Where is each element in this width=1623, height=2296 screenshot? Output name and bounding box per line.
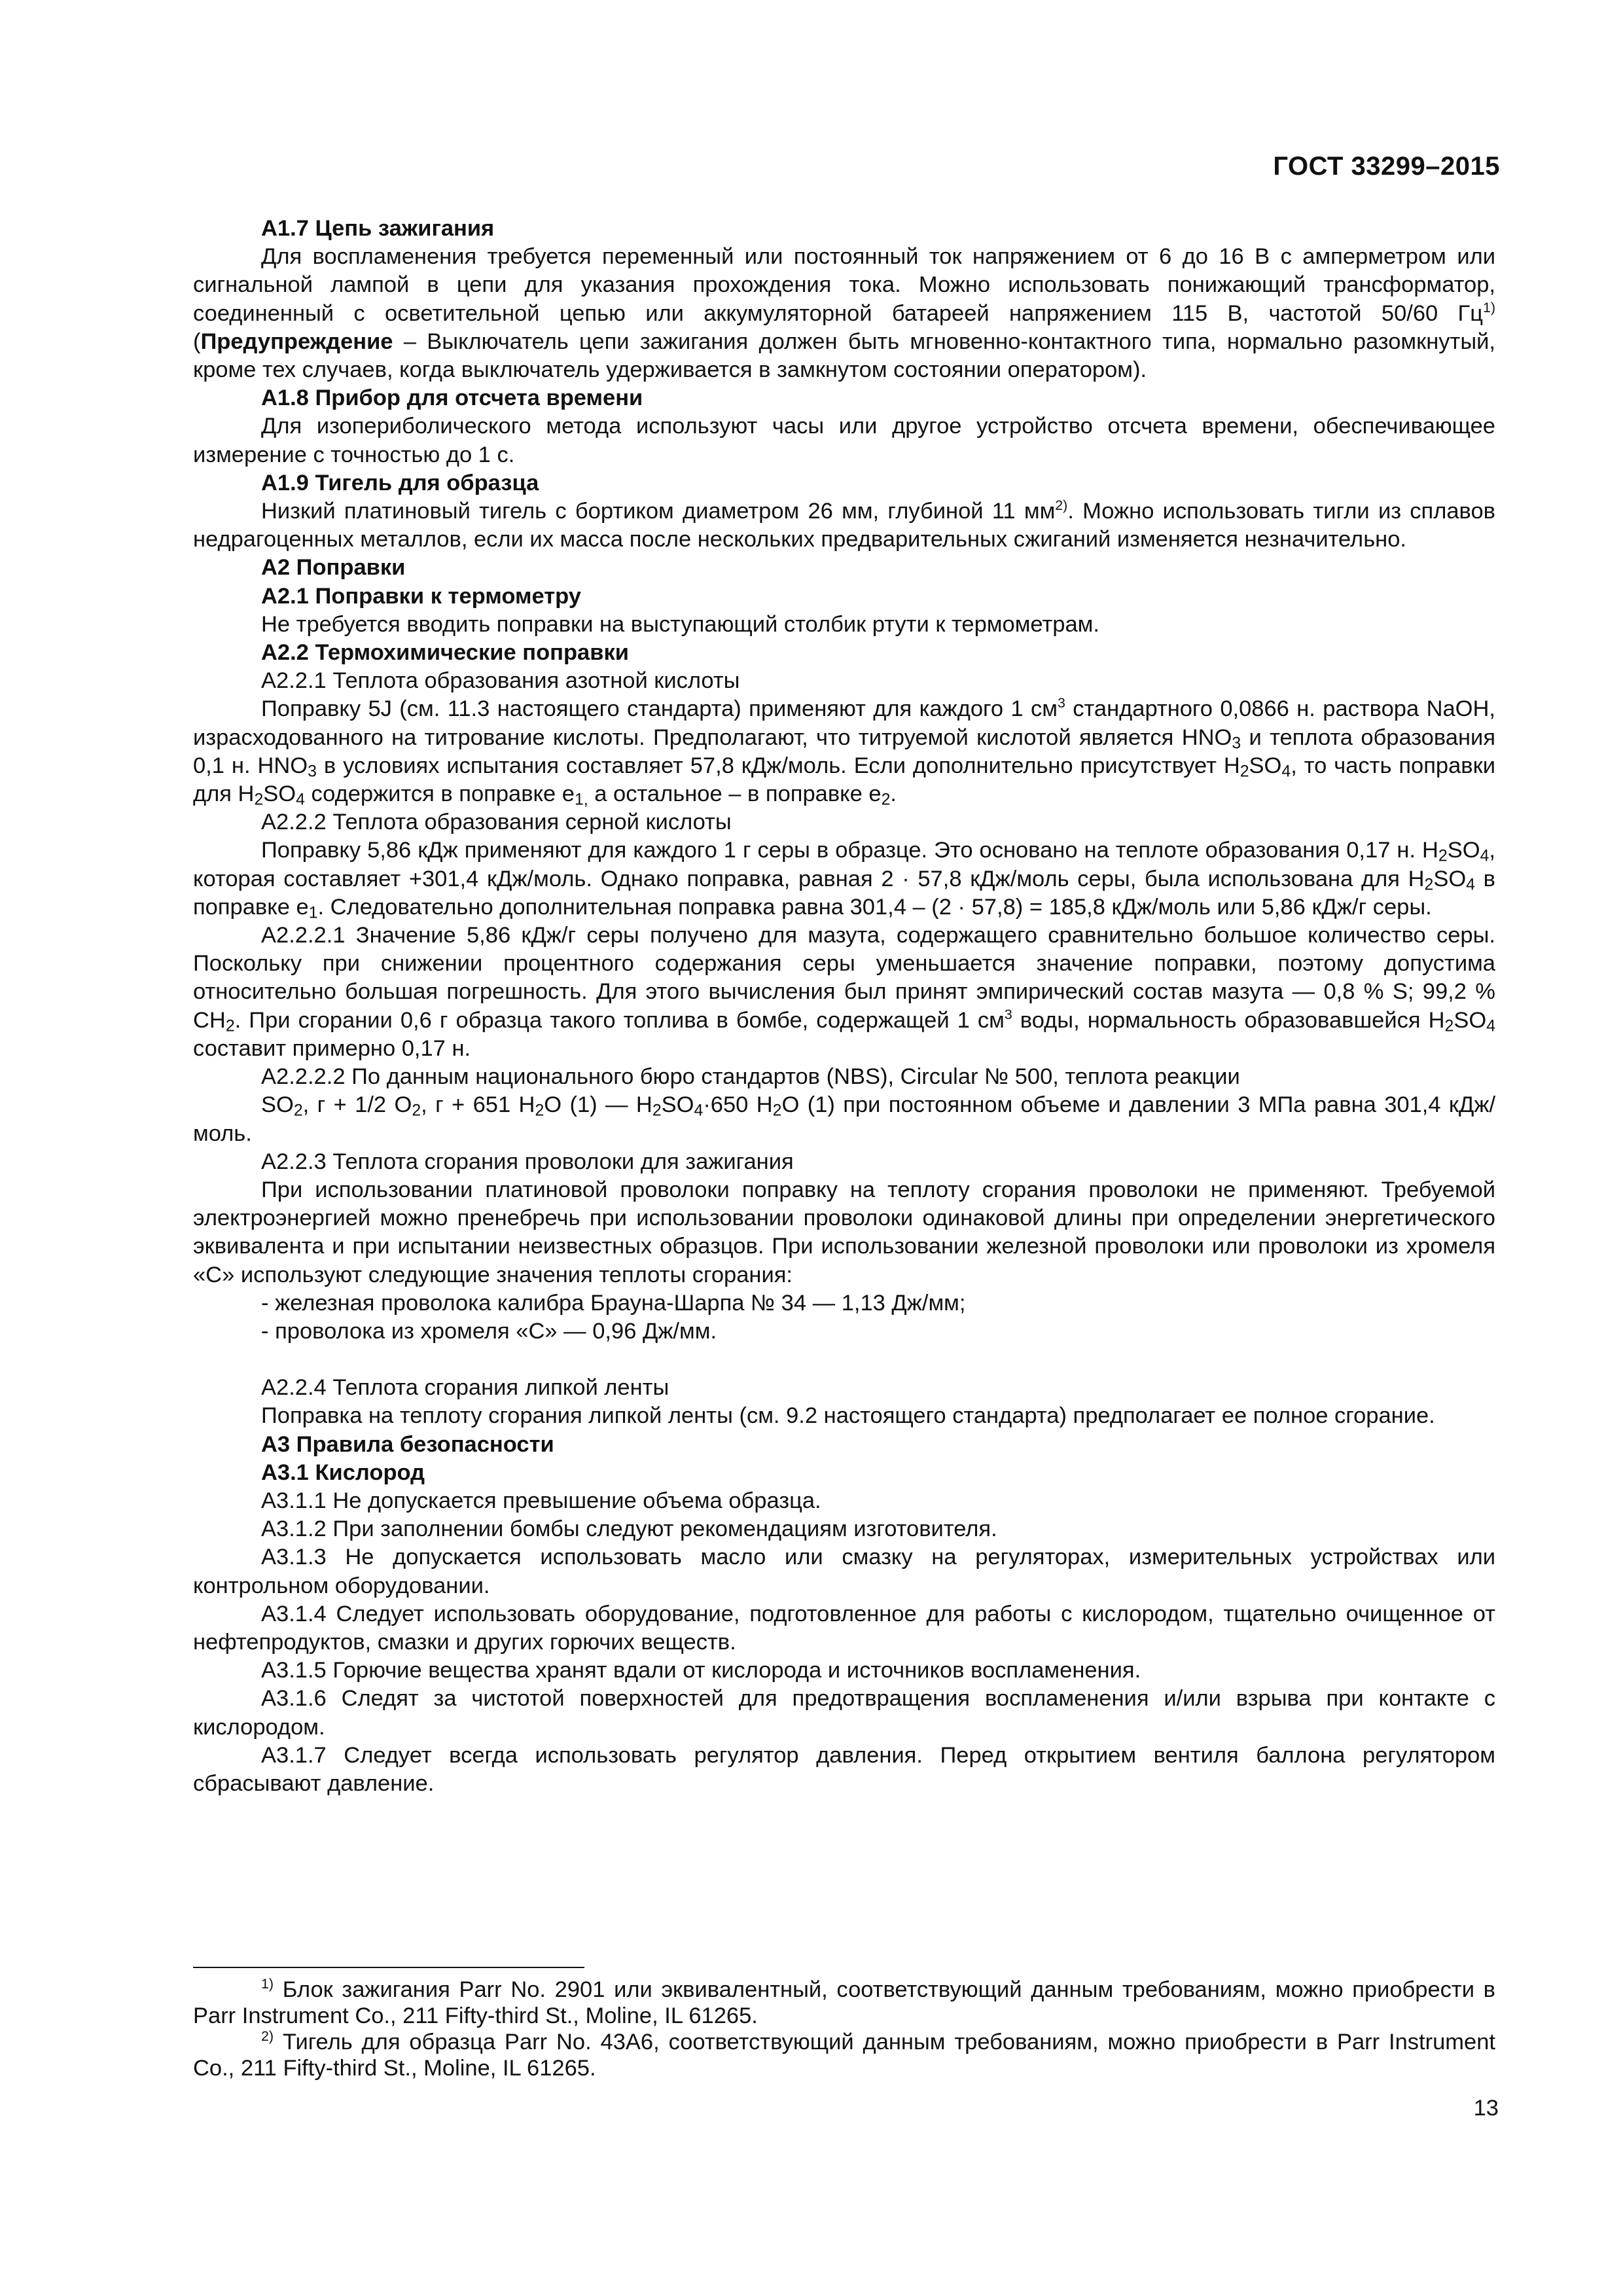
a2221-text: составит примерно 0,17 н. <box>193 1035 471 1061</box>
page-number: 13 <box>1473 2096 1499 2121</box>
a2221-text: воды, нормальность образовавшейся H <box>1012 1007 1445 1033</box>
a221-text: SO <box>1249 753 1282 778</box>
section-a21-heading: А2.1 Поправки к термометру <box>261 583 581 609</box>
section-a18-heading: А1.8 Прибор для отсчета времени <box>261 386 643 411</box>
a222-text: в поправке e <box>193 866 1496 920</box>
section-a19-paragraph <box>193 497 1495 554</box>
a221-text: . <box>890 781 897 807</box>
section-a3-heading: А3 Правила безопасности <box>261 1431 554 1457</box>
section-a222-paragraph <box>193 836 1495 922</box>
a222-text: Поправку 5,86 кДж применяют для каждого 1 г серы в образце. Это основано на теплоте образования 0,17 н. H <box>261 838 1438 863</box>
a222-text: SO <box>1433 866 1467 891</box>
blank-line <box>193 1346 1495 1374</box>
footnote-separator <box>193 1967 584 1968</box>
footnote-mark: 2) <box>261 2028 274 2044</box>
section-a224-heading: А2.2.4 Теплота сгорания липкой ленты <box>261 1375 669 1401</box>
a221-sub: 3 <box>1232 734 1241 753</box>
footnote-text: Блок зажигания Parr No. 2901 или эквивалентный, соответствующий данным требованиям, можно приобрести в Parr Instrument Co., 211 Fifty-third St., Moline, IL 61265. <box>193 1977 1495 2028</box>
section-a19-heading: А1.9 Тигель для образца <box>261 470 539 495</box>
footnotes <box>193 1977 1495 2081</box>
a221-sub: 2 <box>881 791 891 809</box>
list-item: А3.1.6 Следят за чистотой поверхностей для предотвращения воспламенения и/или взрыва при контакте с кислородом. <box>193 1686 1495 1740</box>
section-a17-paragraph <box>193 243 1495 384</box>
a222-sub: 2 <box>1424 876 1434 894</box>
a221-text: стандартного 0,0866 н. раствора NaOH, израсходованного на титрование кислоты. Предполагают, что титруемой кислотой является HNO <box>193 696 1496 750</box>
a221-text: а остальное – в поправке e <box>588 781 882 807</box>
a221-text: содержится в поправке e <box>304 781 575 807</box>
a2221-text: . При сгорании 0,6 г образца такого топлива в бомбе, содержащей 1 см <box>234 1007 1005 1033</box>
reaction-text: , г + 651 H <box>421 1092 535 1118</box>
a221-sup: 3 <box>1057 695 1065 711</box>
a222-sub: 4 <box>1480 847 1489 865</box>
a221-text: , то часть поправки для H <box>193 753 1495 807</box>
a221-text: и теплота образования 0,1 н. HNO <box>193 725 1496 778</box>
footnote-ref-1: 1) <box>1482 299 1495 315</box>
section-a22-heading: А2.2 Термохимические поправки <box>261 640 629 666</box>
a221-sub: 2 <box>1240 762 1249 781</box>
section-a223-heading: А2.2.3 Теплота сгорания проволоки для зажигания <box>261 1149 794 1174</box>
a222-text: , которая составляет +301,4 кДж/моль. Однако поправка, равная 2 · 57,8 кДж/моль серы, была использована для H <box>193 838 1495 891</box>
a222-sub: 2 <box>1438 847 1448 865</box>
section-a2222-reaction <box>193 1091 1495 1147</box>
section-a221-heading: А2.2.1 Теплота образования азотной кислоты <box>261 668 740 694</box>
a222-text: SO <box>1447 838 1480 863</box>
list-item: - железная проволока калибра Брауна-Шарпа № 34 — 1,13 Дж/мм; <box>261 1290 966 1316</box>
reaction-text: O (1) при постоянном объеме и давлении 3 МПа равна 301,4 кДж/моль. <box>193 1092 1496 1146</box>
list-item: А3.1.1 Не допускается превышение объема образца. <box>261 1488 821 1513</box>
a221-sub: 4 <box>1281 762 1291 781</box>
a221-text: в условиях испытания составляет 57,8 кДж/моль. Если дополнительно присутствует H <box>316 753 1240 778</box>
section-a18-paragraph: Для изопериболического метода используют часы или другое устройство отсчета времени, обеспечивающее измерение с точностью до 1 с. <box>193 414 1495 467</box>
section-a221-paragraph <box>193 695 1495 808</box>
a2221-sub: 2 <box>1444 1017 1454 1035</box>
reaction-sub: 2 <box>293 1102 303 1120</box>
a17-text-b: ( <box>193 329 201 354</box>
a221-sub: 1, <box>574 791 588 809</box>
footnote-text: Тигель для образца Parr No. 43A6, соответствующий данным требованиям, можно приобрести в Parr Instrument Co., 211 Fifty-third St., Moline, IL 61265. <box>193 2030 1495 2081</box>
list-item: - проволока из хромеля «С» — 0,96 Дж/мм. <box>261 1318 717 1344</box>
reaction-sub: 2 <box>412 1102 421 1120</box>
list-item: А3.1.3 Не допускается использовать масло или смазку на регуляторах, измерительных устройствах или контрольном оборудовании. <box>193 1545 1495 1598</box>
reaction-sub: 2 <box>652 1102 662 1120</box>
a222-sub: 1 <box>308 904 318 922</box>
a2221-sub: 4 <box>1486 1017 1496 1035</box>
footnote-1 <box>193 1977 1495 2029</box>
a222-text: . Следовательно дополнительная поправка равна 301,4 – (2 · 57,8) = 185,8 кДж/моль или 5,86 кДж/г серы. <box>317 894 1432 920</box>
section-a2222-paragraph: А2.2.2.2 По данным национального бюро стандартов (NBS), Circular № 500, теплота реакции <box>261 1064 1240 1090</box>
reaction-text: , г + 1/2 O <box>302 1092 412 1118</box>
standard-code-header: ГОСТ 33299–2015 <box>1273 152 1500 181</box>
section-a2221-paragraph <box>193 922 1495 1063</box>
reaction-text: O (1) — H <box>544 1092 652 1118</box>
a2221-sub: 2 <box>225 1017 235 1035</box>
a222-sub: 4 <box>1466 876 1475 894</box>
a19-text-a: Низкий платиновый тигель с бортиком диаметром 26 мм, глубиной 11 мм <box>261 499 1056 524</box>
reaction-sub: 2 <box>772 1102 782 1120</box>
a19-text-b: . Можно использовать тигли из сплавов недрагоценных металлов, если их масса после нескольких предварительных сжиганий изменяется незначительно. <box>193 499 1496 552</box>
page-body <box>193 215 1495 1798</box>
a17-text-c: – Выключатель цепи зажигания должен быть мгновенно-контактного типа, нормально разомкнутый, кроме тех случаев, когда выключатель удерживается в замкнутом состоянии оператором). <box>193 329 1495 383</box>
list-item: А3.1.7 Следует всегда использовать регулятор давления. Перед открытием вентиля баллона регулятором сбрасывают давление. <box>193 1742 1495 1796</box>
a221-text: SO <box>263 781 296 807</box>
a221-sub: 3 <box>308 762 317 781</box>
section-a222-heading: А2.2.2 Теплота образования серной кислоты <box>261 810 732 835</box>
list-item: А3.1.5 Горючие вещества хранят вдали от кислорода и источников воспламенения. <box>261 1658 1141 1683</box>
section-a31-heading: А3.1 Кислород <box>261 1460 425 1485</box>
section-a224-paragraph: Поправка на теплоту сгорания липкой ленты (см. 9.2 настоящего стандарта) предполагает ее полное сгорание. <box>261 1403 1435 1429</box>
a221-sub: 2 <box>254 791 264 809</box>
reaction-sub: 2 <box>535 1102 544 1120</box>
reaction-sub: 4 <box>694 1102 704 1120</box>
section-a223-paragraph: При использовании платиновой проволоки поправку на теплоту сгорания проволоки не применяют. Требуемой электроэнергией можно пренебречь при использовании проволоки одинаковой длины при определении энергетического эквивалента и при испытании неизвестных образцов. При использовании железной проволоки или проволоки из хромеля «С» используют следующие значения теплоты сгорания: <box>193 1177 1495 1287</box>
reaction-text: SO <box>661 1092 694 1118</box>
reaction-text: SO <box>261 1092 294 1118</box>
a2221-text: SO <box>1454 1007 1487 1033</box>
list-item: А3.1.2 При заполнении бомбы следуют рекомендациям изготовителя. <box>261 1516 997 1542</box>
list-item: А3.1.4 Следует использовать оборудование, подготовленное для работы с кислородом, тщательно очищенное от нефтепродуктов, смазки и других горючих веществ. <box>193 1601 1495 1655</box>
section-a21-paragraph: Не требуется вводить поправки на выступающий столбик ртути к термометрам. <box>261 611 1099 637</box>
section-a17-heading: А1.7 Цепь зажигания <box>261 216 495 241</box>
reaction-text: ·650 H <box>703 1092 773 1118</box>
a221-text: Поправку 5J (см. 11.3 настоящего стандарта) применяют для каждого 1 см <box>261 696 1058 722</box>
a2221-sup: 3 <box>1004 1006 1012 1022</box>
footnote-mark: 1) <box>261 1975 274 1992</box>
a17-text-a: Для воспламенения требуется переменный или постоянный ток напряжением от 6 до 16 В с амперметром или сигнальной лампой в цепи для указания прохождения тока. Можно использовать понижающий трансформатор, соединенный с осветительной цепью или аккумуляторной батареей напряжением 115 В, частотой 50/60 Гц <box>193 244 1495 326</box>
a221-sub: 4 <box>296 791 305 809</box>
section-a2-heading: А2 Поправки <box>261 555 406 581</box>
footnote-ref-2: 2) <box>1055 497 1068 513</box>
warning-label: Предупреждение <box>200 329 393 354</box>
footnote-2 <box>193 2029 1495 2081</box>
a2221-text: А2.2.2.1 Значение 5,86 кДж/г серы получено для мазута, содержащего сравнительно большое количество серы. Поскольку при снижении процентного содержания серы уменьшается значение поправки, поэтому допустима относительно большая погрешность. Для этого вычисления был принят эмпирический состав мазута — 0,8 % S; 99,2 % CH <box>193 923 1495 1033</box>
